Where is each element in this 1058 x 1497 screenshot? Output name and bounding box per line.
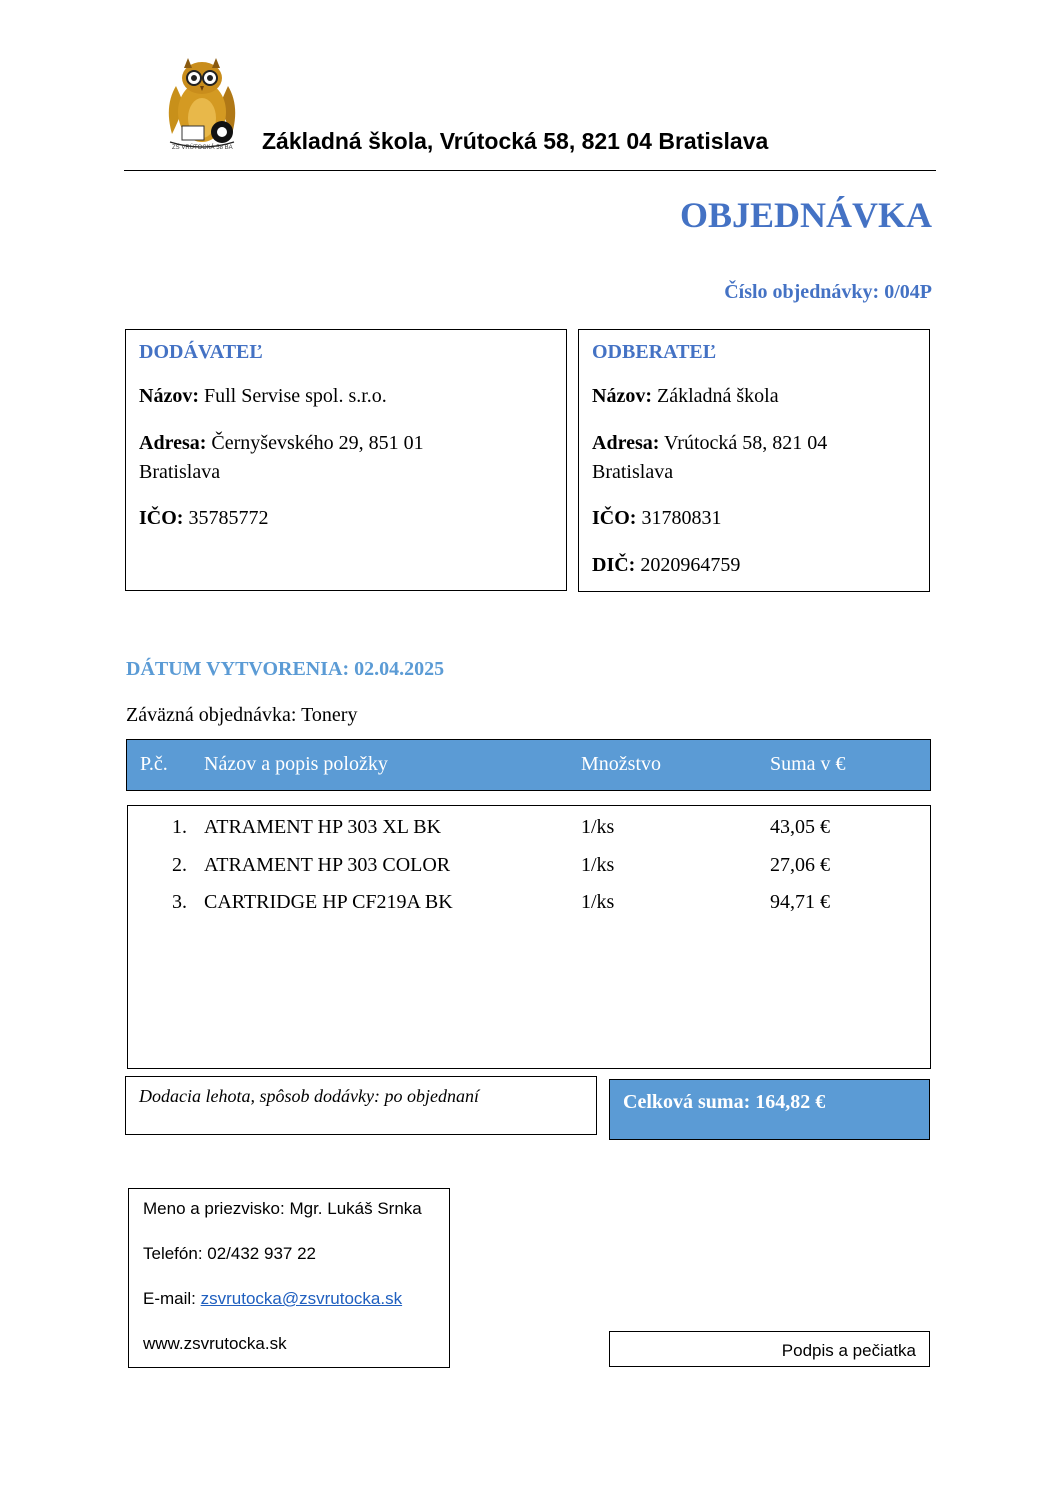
contact-email-label: E-mail: [143,1289,201,1308]
customer-address [592,429,912,487]
table-row [128,814,928,844]
customer-address-line2: Bratislava [592,461,674,483]
row-item-name: CARTRIDGE HP CF219A BK [204,891,453,913]
order-number [724,278,932,306]
school-logo [162,56,242,156]
header-sum: Suma v € [770,753,846,775]
contact-email [143,1287,402,1311]
contact-email-link[interactable]: zsvrutocka@zsvrutocka.sk [200,1289,403,1308]
supplier-heading: DODÁVATEĽ [139,341,263,363]
created-date-label: DÁTUM VYTVORENIA: [126,658,350,680]
row-number: 2. [172,854,187,876]
row-number: 3. [172,891,187,913]
supplier-name-label: Názov: [139,385,199,407]
signature-label: Podpis a pečiatka [781,1341,916,1360]
supplier-name [139,382,387,411]
created-date-value: 02.04.2025 [354,658,445,680]
supplier-address-line1: Černyševského 29, 851 01 [211,432,424,454]
header-item-name: Názov a popis položky [204,753,388,775]
customer-ico-value: 31780831 [641,507,722,529]
items-table-header [126,739,931,791]
school-title: Základná škola, Vrútocká 58, 821 04 Bratislava [262,128,769,154]
row-sum: 43,05 € [770,816,830,838]
customer-heading: ODBERATEĽ [592,341,717,363]
row-item-name: ATRAMENT HP 303 XL BK [204,816,442,838]
header-number: P.č. [140,753,168,775]
customer-box [578,329,930,592]
document-title: OBJEDNÁVKA [679,195,932,235]
row-quantity: 1/ks [581,891,615,913]
row-quantity: 1/ks [581,816,615,838]
customer-address-line1: Vrútocká 58, 821 04 [664,432,828,454]
header-quantity: Množstvo [581,753,661,775]
order-subject: Záväzná objednávka: Tonery [126,704,358,726]
row-number: 1. [172,816,187,838]
supplier-ico-label: IČO: [139,507,184,529]
customer-ico [592,504,721,533]
row-sum: 94,71 € [770,891,830,913]
order-number-label: Číslo objednávky: [724,281,880,303]
customer-name [592,382,779,411]
row-sum: 27,06 € [770,854,830,876]
row-item-name: ATRAMENT HP 303 COLOR [204,854,451,876]
supplier-address-line2: Bratislava [139,461,221,483]
delivery-terms: Dodacia lehota, spôsob dodávky: po objednaní [139,1086,479,1106]
row-quantity: 1/ks [581,854,615,876]
customer-ico-label: IČO: [592,507,637,529]
customer-address-label: Adresa: [592,432,660,454]
customer-name-label: Názov: [592,385,652,407]
table-row [128,889,928,919]
logo-text: ZŠ VRÚTOCKÁ 58 BA [172,145,233,151]
header-divider [124,170,936,171]
customer-name-value: Základná škola [656,385,779,407]
total-box [609,1079,930,1140]
delivery-box [125,1076,597,1135]
order-number-value: 0/04P [884,281,932,303]
signature-box [609,1331,930,1367]
customer-dic-label: DIČ: [592,554,636,576]
owl-school-logo-icon [162,56,242,156]
supplier-box [125,329,567,591]
supplier-name-value: Full Servise spol. s.r.o. [203,385,387,407]
table-row [128,852,928,882]
contact-name: Meno a priezvisko: Mgr. Lukáš Srnka [143,1199,422,1218]
supplier-address-label: Adresa: [139,432,207,454]
items-table-body [127,805,931,1069]
contact-box [128,1188,450,1368]
customer-dic [592,551,740,580]
customer-dic-value: 2020964759 [640,554,741,576]
supplier-address [139,429,539,487]
total-sum: Celková suma: 164,82 € [623,1091,826,1113]
supplier-ico [139,504,268,533]
created-date [126,655,444,683]
supplier-ico-value: 35785772 [188,507,269,529]
contact-web: www.zsvrutocka.sk [143,1334,287,1353]
contact-phone: Telefón: 02/432 937 22 [143,1244,316,1263]
